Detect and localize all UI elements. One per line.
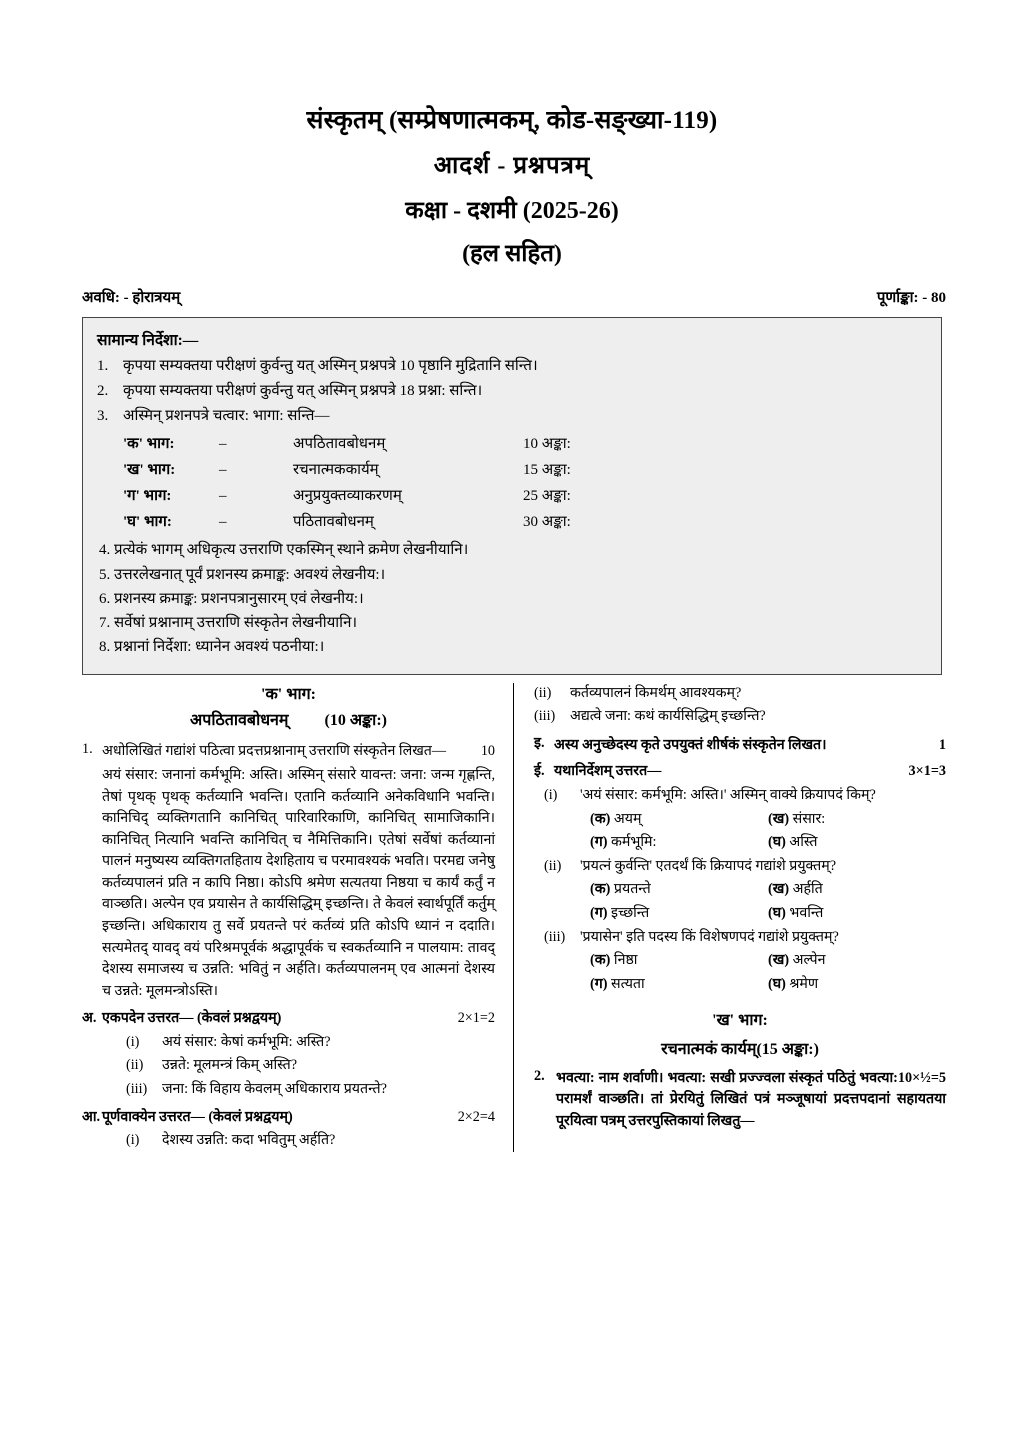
mcq-question: 'अयं संसार: कर्मभूमि: अस्ति।' अस्मिन् वाक्ये क्रियापदं किम्? [580,787,876,804]
item-number: (iii) [534,708,556,725]
max-marks-label: पूर्णाङ्का: - 80 [876,290,946,307]
section-ka-subtitle-text: अपठितावबोधनम् [190,712,289,730]
item-number: (iii) [126,1081,148,1098]
part-dash: – [219,462,227,479]
instruction-text: 4. प्रत्येकं भागम् अधिकृत्य उत्तराणि एकस्मिन् स्थाने क्रमेण लेखनीयानि। [99,542,469,559]
subquestion-b-row [102,1107,495,1129]
question-1 [82,739,495,763]
paper-title-type: आदर्श - प्रश्नपत्रम् [433,153,591,180]
option-value: अल्पेन [792,952,826,969]
subquestion-a-item [126,1055,495,1077]
option-value: सत्यता [610,975,645,992]
option-key: (ग) [590,975,608,992]
question-1-marks: 10 [480,743,495,760]
paper-title-class: कक्षा - दशमी (2025-26) [405,198,619,225]
instruction-item [97,354,927,378]
instruction-text: 6. प्रशनस्य क्रमाङ्क: प्रशनपत्रानुसारम् एवं लेखनीय:। [99,590,364,607]
instruction-text: 7. सर्वेषां प्रश्नानाम् उत्तराणि संस्कृतेन लेखनीयानि। [99,615,358,632]
subquestion-c-marks: 1 [938,736,946,753]
question-2 [534,1066,946,1133]
mcq-number: (iii) [544,928,566,945]
option-value: संसार: [792,810,826,827]
section-kha-marks: (15 अङ्का:) [756,1040,819,1058]
subquestion-b-label: आ. [82,1108,101,1125]
page-header [0,0,1024,269]
subquestion-b-item [534,706,946,728]
mcq-option[interactable] [768,809,946,831]
subquestion-a [82,1008,495,1030]
paper-title-subject: संस्कृतम् (सम्प्रेषणात्मकम्, कोड-सङ्ख्या-119) [306,107,718,134]
option-value: इच्छन्ति [610,904,650,921]
subquestion-d-label: ई. [534,763,545,780]
part-marks: 30 अङ्का: [523,514,571,531]
part-name: 'ग' भाग: [123,488,172,505]
meta-row [0,287,1024,307]
part-title: पठितावबोधनम् [293,514,374,531]
item-text: अयं संसार: केषां कर्मभूमि: अस्ति? [162,1033,331,1050]
option-key: (क) [590,881,611,898]
option-key: (क) [590,810,611,827]
instruction-text: 8. प्रश्नानां निर्देशा: ध्यानेन अवश्यं पठनीया:। [99,639,325,656]
table-row [123,509,633,535]
section-ka-marks: (10 अङ्का:) [324,712,387,730]
subquestion-a-row [102,1008,495,1030]
instruction-number: 1. [97,358,109,375]
general-instructions-box [82,317,942,674]
question-2-marks: 10×½=5 [897,1069,946,1086]
item-number: (ii) [534,684,552,701]
part-title: रचनात्मककार्यम् [293,462,379,479]
mcq-option[interactable] [768,974,946,996]
subquestion-b-item [534,683,946,705]
item-text: उन्नते: मूलमन्त्रं किम् अस्ति? [162,1057,298,1074]
subquestion-b-title: पूर्णवाक्येन उत्तरत— (केवलं प्रश्नद्वयम्) [102,1108,293,1125]
item-number: (i) [126,1132,140,1149]
subquestion-b-marks: 2×2=4 [457,1108,495,1125]
subquestion-d-marks: 3×1=3 [908,763,946,780]
option-value: प्रयतन्ते [613,881,651,898]
section-kha-title: 'ख' भाग: [712,1012,768,1030]
instruction-text: अस्मिन् प्रशनपत्रे चत्वार: भागा: सन्ति— [123,408,330,425]
question-1-text [102,741,495,763]
option-key: (घ) [768,904,786,921]
mcq-option-row [590,974,946,996]
section-kha-subtitle [534,1038,946,1062]
mcq-number: (ii) [544,857,562,874]
part-name: 'ख' भाग: [123,462,176,479]
subquestion-a-marks: 2×1=2 [457,1010,495,1027]
mcq-number: (i) [544,787,558,804]
mcq-option[interactable] [590,879,768,901]
right-column [514,683,946,1152]
subquestion-a-label: अ. [82,1010,97,1027]
section-ka-title: 'क' भाग: [261,685,316,703]
mcq-option-row [590,809,946,831]
option-value: अस्ति [789,834,818,851]
subquestion-b-item [126,1130,495,1152]
mcq-option[interactable] [768,832,946,854]
duration-label: अवधि: - होरात्रयम् [82,290,181,307]
mcq-option[interactable] [768,879,946,901]
subquestion-d [534,761,946,783]
item-number: (i) [126,1033,140,1050]
part-marks: 15 अङ्का: [523,462,571,479]
part-dash: – [219,488,227,505]
mcq-option[interactable] [590,950,768,972]
part-name: 'क' भाग: [123,436,175,453]
subquestion-a-item [126,1032,495,1054]
subquestion-c-text: अस्य अनुच्छेदस्य कृते उपयुक्तं शीर्षकं संस्कृतेन लिखत। [554,736,827,753]
passage-text: अयं संसार: जनानां कर्मभूमि: अस्ति। अस्मिन् संसारे यावन्त: जना: जन्म गृह्णन्ति, तेषां पृथक् पृथक् कर्तव्यानि भवन्ति। एतानि कर्तव्यानि अनेकविधानि भवन्ति। कानिचिद् व्यक्तिगतानि कानिचित् पारिवारिकाणि, कानिचित् सामाजिकानि। कानिचित् नित्यानि भवन्ति कानिचित् च नैमित्तिकानि। एतेषां सर्वेषां कर्तव्यानां पालनं मनुष्यस्य व्यक्तिगतहिताय देशहिताय च परमावश्यकं भवति। परमद्य जनेषु कर्तव्यपालनं प्रति न कापि निष्ठा। कोऽपि श्रमेण सत्यतया निष्ठया च कार्यं कर्तुं न वाञ्छति। अल्पेन एव प्रयासेन ते कार्यसिद्धिम् इच्छन्ति। ते केवलं स्वार्थपूर्तिं कर्तुम् इच्छन्ति। अधिकाराय तु सर्वे प्रयतन्ते परं कर्तव्यं प्रति कोऽपि ध्यानं न ददाति। सत्यमेतद् यावद् वयं परिश्रमपूर्वकं श्रद्धापूर्वकं च स्वकर्तव्यानि न पालयाम: तावद् देशस्य समाजस्य च उन्नति: भवितुं न अर्हति। कर्तव्यपालनम् एव आत्मनां देशस्य च उन्नते: मूलमन्त्रोऽस्ति। [102,766,495,999]
table-row [123,457,633,483]
instructions-list [97,354,927,659]
part-marks: 25 अङ्का: [523,488,571,505]
option-key: (ग) [590,834,608,851]
mcq-option[interactable] [590,974,768,996]
option-value: निष्ठा [613,952,638,969]
item-text: अद्यत्वे जना: कथं कार्यसिद्धिम् इच्छन्ति? [570,708,766,725]
item-text: देशस्य उन्नति: कदा भवितुम् अर्हति? [162,1132,336,1149]
mcq-option-row [590,832,946,854]
table-row [123,483,633,509]
mcq-item [544,785,946,807]
instruction-item [97,379,927,403]
option-value: श्रमेण [789,975,819,992]
part-title: अपठितावबोधनम् [293,436,386,453]
subquestion-b [82,1107,495,1129]
section-kha-subtitle-text: रचनात्मकं कार्यम् [661,1040,757,1058]
item-text: जना: किं विहाय केवलम् अधिकाराय प्रयतन्ते? [162,1081,387,1098]
option-key: (ख) [768,881,790,898]
option-value: अर्हति [792,881,823,898]
option-key: (ग) [590,904,608,921]
instruction-text: कृपया सम्यक्तया परीक्षणं कुर्वन्तु यत् अस्मिन् प्रश्नपत्रे 18 प्रश्ना: सन्ति। [123,383,483,400]
mcq-option[interactable] [590,832,768,854]
left-column [82,683,514,1152]
option-key: (घ) [768,834,786,851]
option-key: (ख) [768,952,790,969]
mcq-option-row [590,950,946,972]
option-value: भवन्ति [789,904,824,921]
option-key: (क) [590,952,611,969]
item-number: (ii) [126,1057,144,1074]
subquestion-c-label: इ. [534,734,545,751]
mcq-option-row [590,879,946,901]
instruction-number: 3. [97,408,109,425]
part-name: 'घ' भाग: [123,514,172,531]
paper-title-solved: (हल सहित) [462,241,562,268]
parts-table [123,431,633,535]
mcq-option[interactable] [590,903,768,925]
part-dash: – [219,514,227,531]
subquestion-c-row [554,735,946,757]
subquestion-d-text: यथानिर्देशम् उत्तरत— [554,763,662,780]
two-column-body [82,683,946,1152]
instruction-text: कृपया सम्यक्तया परीक्षणं कुर्वन्तु यत् अस्मिन् प्रश्नपत्रे 10 पृष्ठानि मुद्रितानि सन्ति। [123,358,538,375]
instruction-item [97,404,927,428]
mcq-option[interactable] [768,903,946,925]
item-text: कर्तव्यपालनं किमर्थम् आवश्यकम्? [570,684,742,701]
mcq-option[interactable] [768,950,946,972]
question-1-number: 1. [82,741,93,758]
subquestion-d-row [554,761,946,783]
table-row [123,431,633,457]
instructions-title: सामान्य निर्देशा:— [97,332,199,350]
subquestion-a-item [126,1079,495,1101]
subquestion-a-title: एकपदेन उत्तरत— (केवलं प्रश्नद्वयम्) [102,1010,282,1027]
mcq-option-row [590,903,946,925]
part-dash: – [219,436,227,453]
mcq-item [544,856,946,878]
instruction-number: 2. [97,383,109,400]
option-key: (ख) [768,810,790,827]
part-title: अनुप्रयुक्तव्याकरणम् [293,488,402,505]
option-key: (घ) [768,975,786,992]
instruction-text: 5. उत्तरलेखनात् पूर्वं प्रशनस्य क्रमाङ्क: अवश्यं लेखनीय:। [99,566,386,583]
mcq-item [544,927,946,949]
part-marks: 10 अङ्का: [523,436,571,453]
mcq-question: 'प्रयासेन' इति पदस्य किं विशेषणपदं गद्यांशे प्रयुक्तम्? [580,928,839,945]
question-2-text [556,1068,946,1133]
question-2-number: 2. [534,1067,545,1084]
question-2-prompt: भवत्या: नाम शर्वाणी। भवत्या: सखी प्रज्ज्वला संस्कृतं पठितुं भवत्या: परामर्शं वाञ्छति। तां प्रेरयितुं लिखितं पत्रं मञ्जूषायां प्रदत्तपदानां सहायतया पूरयित्वा पत्रम् उत्तरपुस्तिकायां लिखतु— [556,1069,946,1130]
question-1-prompt: अधोलिखितं गद्यांशं पठित्वा प्रदत्तप्रश्नानाम् उत्तराणि संस्कृतेन लिखत— [102,743,447,760]
subquestion-c [534,733,946,757]
mcq-option[interactable] [590,809,768,831]
section-ka-subtitle [82,709,495,733]
option-value: अयम् [613,810,642,827]
mcq-question: 'प्रयत्नं कुर्वन्ति' एतदर्थं किं क्रियापदं गद्यांशे प्रयुक्तम्? [580,857,837,874]
option-value: कर्मभूमि: [610,834,657,851]
